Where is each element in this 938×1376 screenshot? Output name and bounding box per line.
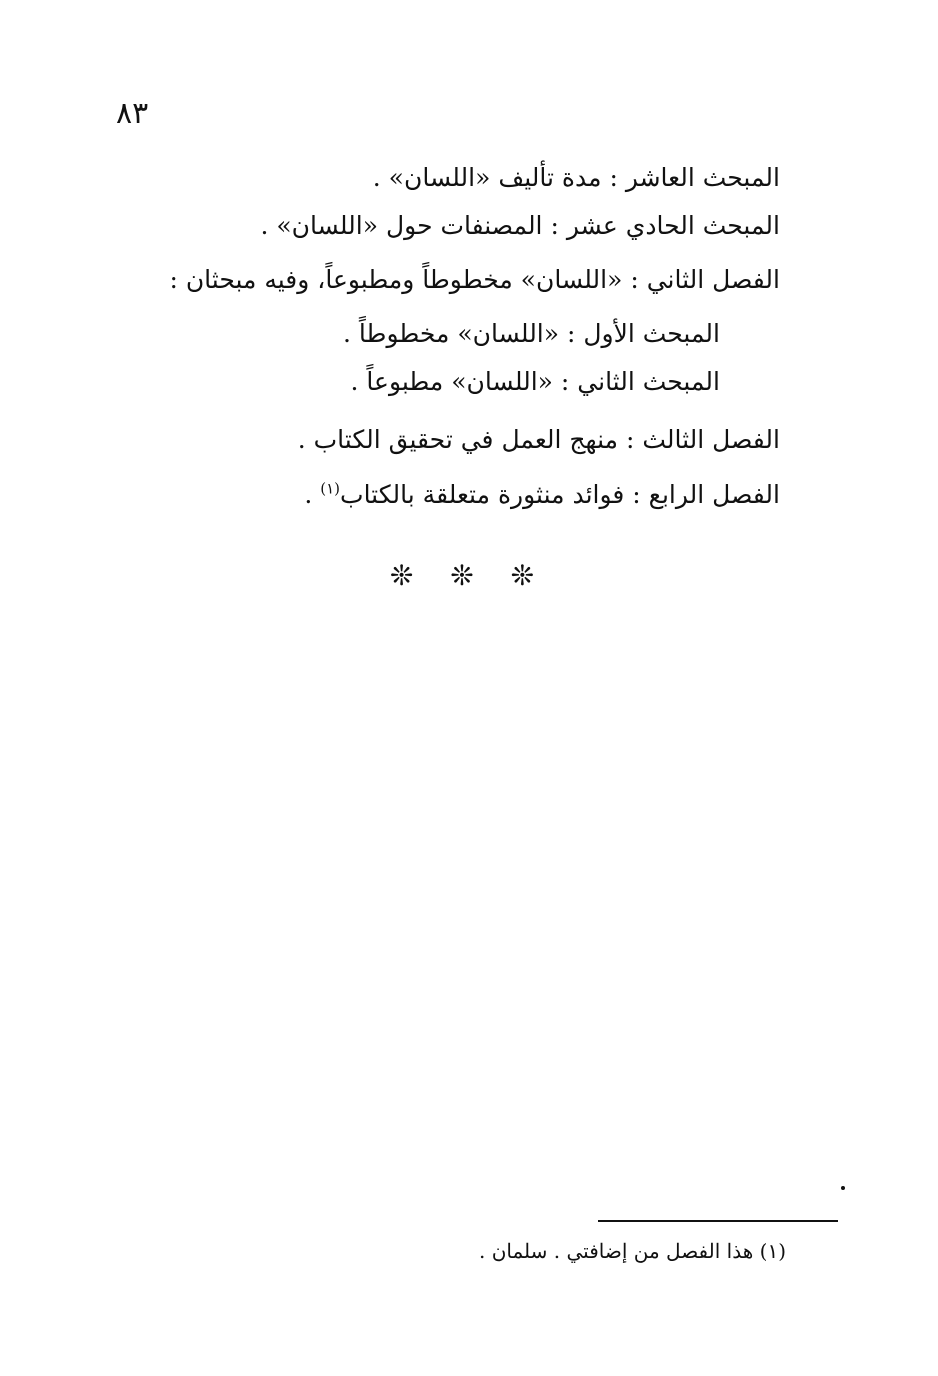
chapter-4-end-punctuation: . [304, 480, 321, 509]
footnote-text: (١) هذا الفصل من إضافتي . سلمان . [479, 1239, 786, 1263]
stray-dot [841, 1186, 845, 1190]
footnote-reference: (١) [320, 479, 341, 498]
content-line-mabhath-2: المبحث الثاني : «اللسان» مطبوعاً . [350, 367, 720, 396]
content-line-mabhath-10: المبحث العاشر : مدة تأليف «اللسان» . [372, 163, 780, 192]
section-divider-asterisks: ❊ ❊ ❊ [389, 559, 549, 592]
content-line-mabhath-1: المبحث الأول : «اللسان» مخطوطاً . [343, 319, 720, 348]
footnote-separator-rule [598, 1220, 838, 1222]
content-line-mabhath-11: المبحث الحادي عشر : المصنفات حول «اللسان» . [260, 211, 780, 240]
content-line-chapter-3: الفصل الثالث : منهج العمل في تحقيق الكتاب . [297, 425, 780, 454]
content-line-chapter-2: الفصل الثاني : «اللسان» مخطوطاً ومطبوعاً، وفيه مبحثان : [169, 265, 780, 294]
content-line-chapter-4 [304, 475, 780, 515]
page-number: ٨٣ [116, 96, 149, 131]
chapter-4-text: الفصل الرابع : فوائد منثورة متعلقة بالكتاب [340, 480, 780, 509]
